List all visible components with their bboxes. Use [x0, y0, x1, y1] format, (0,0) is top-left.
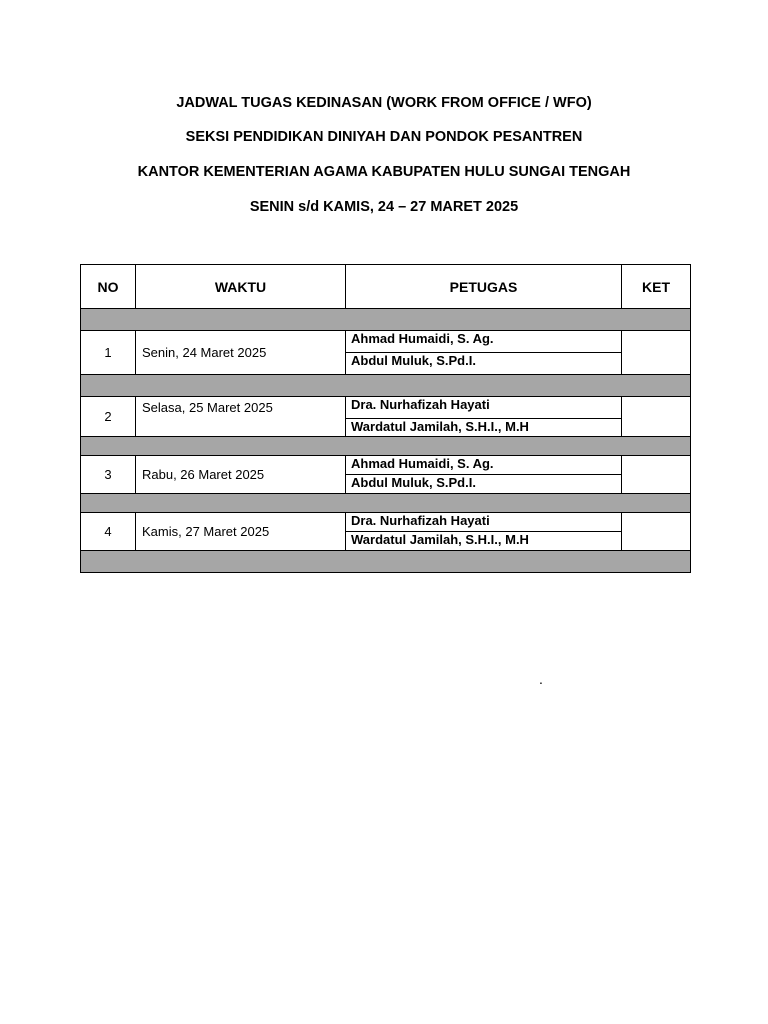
officer-name: Ahmad Humaidi, S. Ag. — [346, 456, 622, 475]
officer-name: Wardatul Jamilah, S.H.I., M.H — [346, 419, 622, 437]
officer-name: Abdul Muluk, S.Pd.I. — [346, 475, 622, 494]
column-header-petugas: PETUGAS — [346, 265, 622, 309]
row-date: Senin, 24 Maret 2025 — [136, 331, 346, 375]
column-header-no: NO — [81, 265, 136, 309]
row-note — [622, 513, 691, 551]
title-line-4: SENIN s/d KAMIS, 24 – 27 MARET 2025 — [249, 199, 519, 215]
officer-name: Abdul Muluk, S.Pd.I. — [346, 353, 622, 375]
title-line-2: SEKSI PENDIDIKAN DINIYAH DAN PONDOK PESANTREN — [185, 129, 583, 145]
separator-row — [81, 494, 691, 513]
footer-mark: . — [539, 671, 543, 687]
title-line-1: JADWAL TUGAS KEDINASAN (WORK FROM OFFICE / WFO) — [176, 95, 592, 111]
table-header-row — [81, 265, 691, 309]
table-row — [81, 456, 691, 475]
officer-name: Ahmad Humaidi, S. Ag. — [346, 331, 622, 353]
separator-row — [81, 437, 691, 456]
column-header-ket: KET — [622, 265, 691, 309]
row-number: 2 — [81, 397, 136, 437]
separator-row — [81, 309, 691, 331]
separator-row — [81, 375, 691, 397]
row-note — [622, 456, 691, 494]
row-date: Rabu, 26 Maret 2025 — [136, 456, 346, 494]
table-row — [81, 397, 691, 419]
column-header-waktu: WAKTU — [136, 265, 346, 309]
officer-name: Dra. Nurhafizah Hayati — [346, 513, 622, 532]
officer-name: Dra. Nurhafizah Hayati — [346, 397, 622, 419]
row-note — [622, 397, 691, 437]
schedule-table — [80, 264, 691, 573]
row-number: 3 — [81, 456, 136, 494]
officer-name: Wardatul Jamilah, S.H.I., M.H — [346, 532, 622, 551]
table-row — [81, 513, 691, 532]
row-note — [622, 331, 691, 375]
row-number: 1 — [81, 331, 136, 375]
row-date: Selasa, 25 Maret 2025 — [136, 397, 346, 437]
table-row — [81, 331, 691, 353]
separator-row — [81, 551, 691, 573]
row-number: 4 — [81, 513, 136, 551]
row-date: Kamis, 27 Maret 2025 — [136, 513, 346, 551]
title-line-3: KANTOR KEMENTERIAN AGAMA KABUPATEN HULU SUNGAI TENGAH — [137, 164, 631, 180]
